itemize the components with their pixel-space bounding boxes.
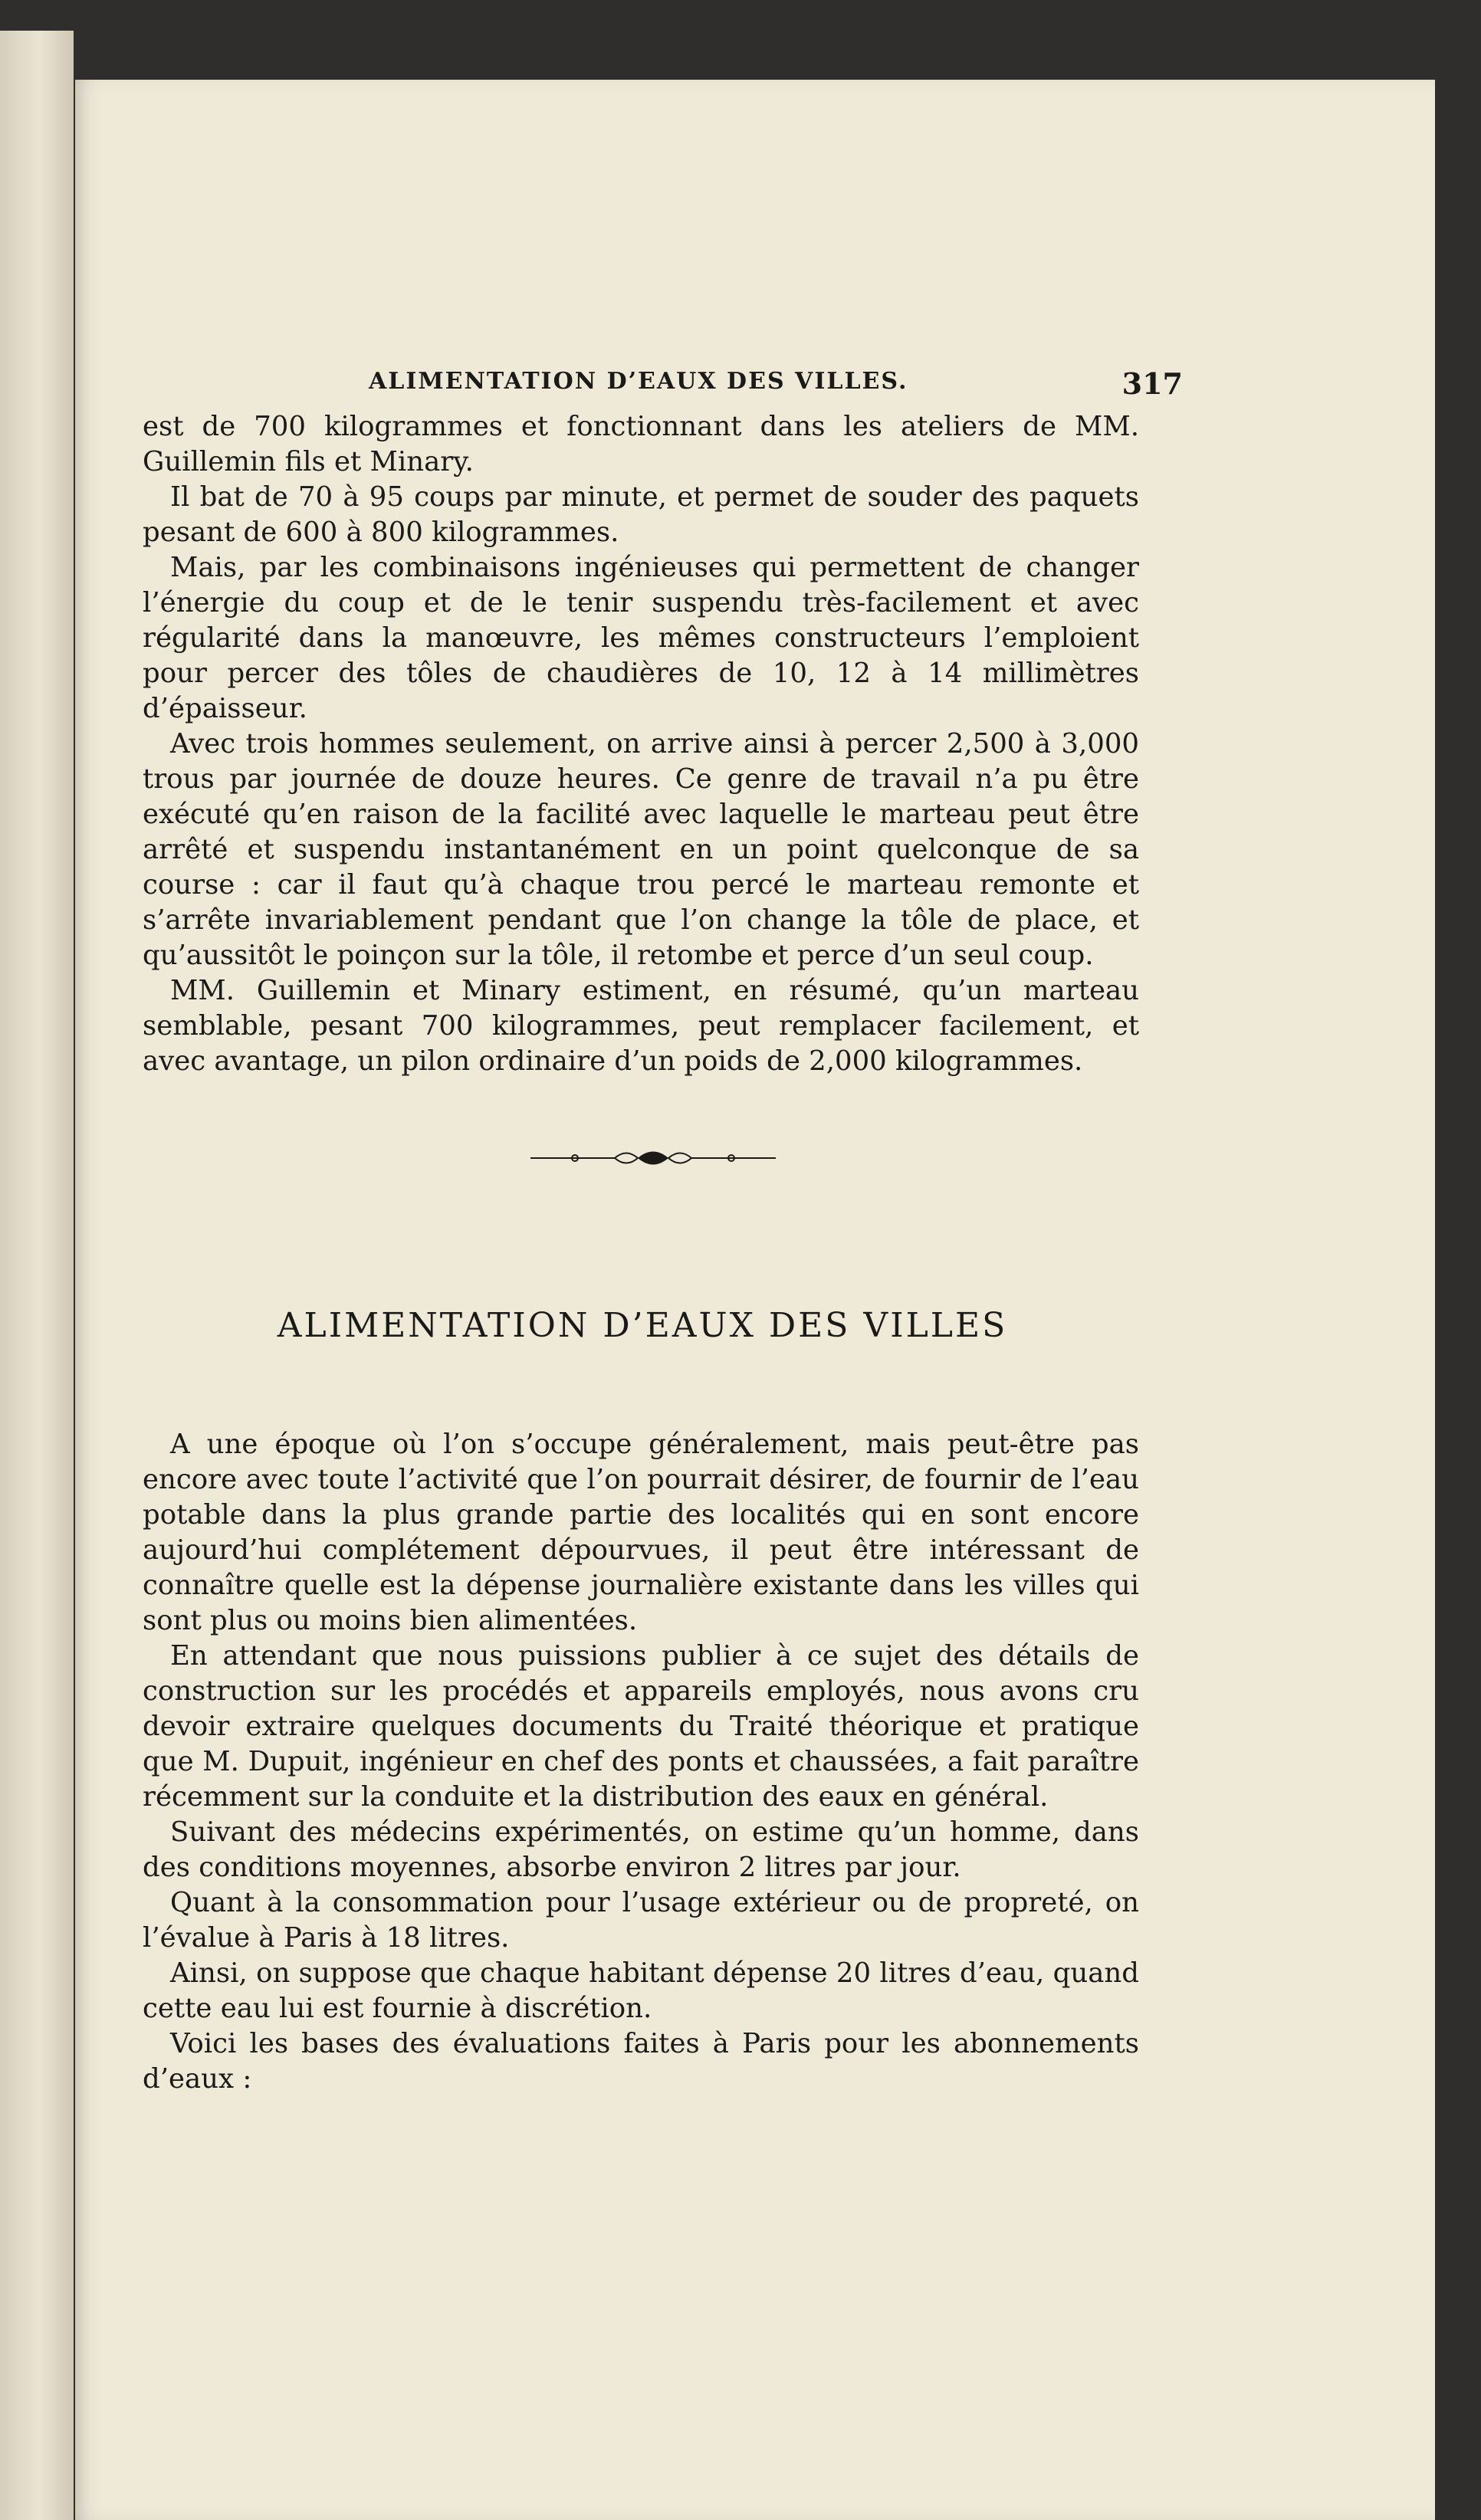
paragraph: En attendant que nous puissions publier à ce sujet des détails de construction sur les procédés et appareils employés, nous avons cru devoir extraire quelques documents du Traité théorique et pratique que M. Dupuit, ingénieur en chef des ponts et chaussées, a fait paraître récemment sur la conduite et la distribution des eaux en général. [143,1640,1139,1813]
book-page [75,80,1435,2520]
section-1-text [143,409,1139,1079]
paragraph: Avec trois hommes seulement, on arrive ainsi à percer 2,500 à 3,000 trous par journée de douze heures. Ce genre de travail n’a pu être exécuté qu’en raison de la facilité avec laquelle le marteau peut être arrêté et suspendu instantanément en un point quelconque de sa course : car il faut qu’à chaque trou percé le marteau remonte et s’arrête invariablement pendant que l’on change la tôle de place, et qu’aussitôt le poinçon sur la tôle, il retombe et perce d’un seul coup. [143,728,1139,971]
paragraph: Il bat de 70 à 95 coups par minute, et permet de souder des paquets pesant de 600 à 800 kilogrammes. [143,481,1139,548]
section-divider-ornament-icon [530,1145,776,1171]
paragraph: Voici les bases des évaluations faites à Paris pour les abonnements d’eaux : [143,2028,1139,2095]
paragraph: Ainsi, on suppose que chaque habitant dépense 20 litres d’eau, quand cette eau lui est fournie à discrétion. [143,1957,1139,2024]
paragraph: Mais, par les combinaisons ingénieuses qui permettent de changer l’énergie du coup et de le tenir suspendu très-facilement et avec régularité dans la manœuvre, les mêmes constructeurs l’emploient pour percer des tôles de chaudières de 10, 12 à 14 millimètres d’épaisseur. [143,552,1139,724]
section-title: ALIMENTATION D’EAUX DES VILLES [277,1306,1008,1345]
paragraph: Quant à la consommation pour l’usage extérieur ou de propreté, on l’évalue à Paris à 18 litres. [143,1887,1139,1954]
page-number: 317 [1121,366,1183,401]
paragraph: MM. Guillemin et Minary estiment, en résumé, qu’un marteau semblable, pesant 700 kilogrammes, peut remplacer facilement, et avec avantage, un pilon ordinaire d’un poids de 2,000 kilogrammes. [143,975,1139,1077]
paragraph: est de 700 kilogrammes et fonctionnant dans les ateliers de MM. Guillemin fils et Minary. [143,411,1139,477]
paragraph: A une époque où l’on s’occupe généralement, mais peut-être pas encore avec toute l’activité que l’on pourrait désirer, de fournir de l’eau potable dans la plus grande partie des localités qui en sont encore aujourd’hui complétement dépourvues, il peut être intéressant de connaître quelle est la dépense journalière existante dans les villes qui sont plus ou moins bien alimentées. [143,1429,1139,1636]
paragraph: Suivant des médecins expérimentés, on estime qu’un homme, dans des conditions moyennes, absorbe environ 2 litres par jour. [143,1816,1139,1883]
section-2-text [143,1427,1139,2097]
left-page-edge [0,31,74,2520]
running-head-title: ALIMENTATION D’EAUX DES VILLES. [369,368,908,395]
